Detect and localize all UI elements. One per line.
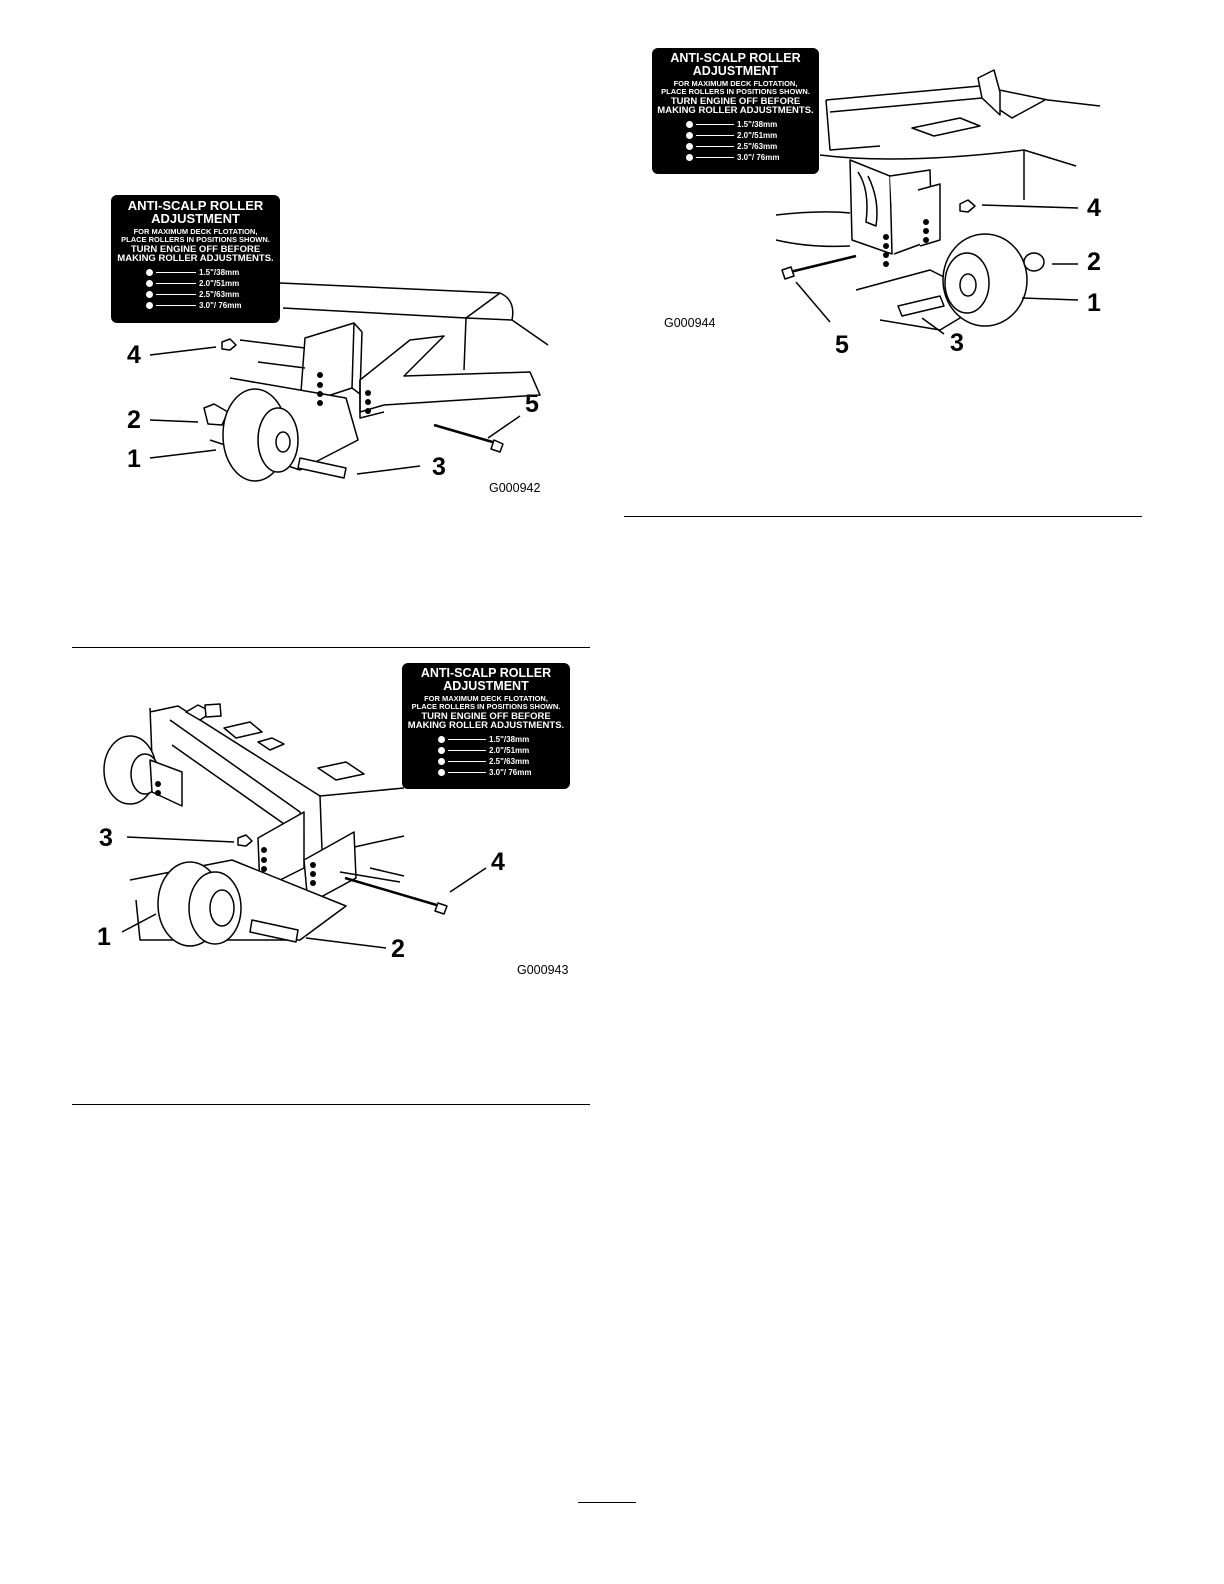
decal-position-list <box>438 734 570 778</box>
leader-line-4 <box>450 868 486 892</box>
callout-4: 4 <box>1087 194 1101 222</box>
bracket-plate <box>918 184 940 246</box>
decal-title-2: ADJUSTMENT <box>151 211 240 226</box>
decal-position-row <box>438 745 570 756</box>
decal-position-label: 1.5"/38mm <box>489 734 530 744</box>
callout-5: 5 <box>525 390 539 418</box>
callout-3: 3 <box>950 329 964 357</box>
leader-line-2 <box>306 938 386 948</box>
decal-title-2: ADJUSTMENT <box>692 63 779 78</box>
deck-panel <box>224 722 262 738</box>
callout-2: 2 <box>391 935 405 963</box>
callout-1: 1 <box>97 923 111 951</box>
callout-4: 4 <box>491 848 505 876</box>
decal-note-2: PLACE ROLLERS IN POSITIONS SHOWN. <box>121 234 270 244</box>
decal-note-1: FOR MAXIMUM DECK FLOTATION, <box>673 79 798 88</box>
decal-position-row <box>438 734 570 745</box>
nut-part <box>960 200 975 212</box>
bolt-head <box>435 903 447 914</box>
figure-g000944-drawing <box>0 0 1224 400</box>
decal-title-1: ANTI-SCALP ROLLER <box>127 198 264 213</box>
decal-warning-1: TURN ENGINE OFF BEFORE <box>670 95 801 107</box>
decal-title-2: ADJUSTMENT <box>443 678 529 693</box>
decal-title-1: ANTI-SCALP ROLLER <box>670 51 801 65</box>
leader-line-3 <box>127 837 234 842</box>
decal-warning-1: TURN ENGINE OFF BEFORE <box>130 243 261 255</box>
decal-position-label: 3.0"/ 76mm <box>489 767 532 777</box>
decal-position-row <box>686 119 819 130</box>
figure-code: G000942 <box>489 481 541 495</box>
roller-hub <box>960 274 976 296</box>
figure-code: G000944 <box>664 316 716 330</box>
decal-note-1: FOR MAXIMUM DECK FLOTATION, <box>133 227 258 236</box>
bolt-shaft <box>345 878 440 906</box>
deck-knob <box>258 738 284 750</box>
callout-3: 3 <box>99 824 113 852</box>
decal-position-row <box>686 141 819 152</box>
decal-position-label: 2.0"/51mm <box>199 278 240 288</box>
decal-warning-2: MAKING ROLLER ADJUSTMENTS. <box>657 105 814 117</box>
decal-warning-1: TURN ENGINE OFF BEFORE <box>421 710 551 722</box>
leader-line-4 <box>982 205 1078 208</box>
decal-position-list <box>686 119 819 163</box>
deck-hinge <box>978 70 1000 115</box>
callout-2: 2 <box>127 406 141 434</box>
decal-position-label: 1.5"/38mm <box>737 119 778 129</box>
decal-position-row <box>438 756 570 767</box>
decal-position-label: 3.0"/ 76mm <box>737 152 780 162</box>
decal-position-label: 2.0"/51mm <box>489 745 530 755</box>
decal-position-row <box>686 130 819 141</box>
decal-warning-2: MAKING ROLLER ADJUSTMENTS. <box>407 720 565 732</box>
bolt-shaft <box>790 256 856 272</box>
spacer-part <box>1024 253 1044 271</box>
decal-position-label: 2.5"/63mm <box>199 289 240 299</box>
decal-position-label: 1.5"/38mm <box>199 267 240 277</box>
callout-4: 4 <box>127 341 141 369</box>
decal-note-2: PLACE ROLLERS IN POSITIONS SHOWN. <box>661 86 810 96</box>
decal-position-row <box>686 152 819 163</box>
decal-position-row <box>438 767 570 778</box>
page-number-rule <box>578 1502 636 1503</box>
decal-position-label: 3.0"/ 76mm <box>199 300 242 310</box>
deck-decal-plate <box>318 762 364 780</box>
figure-code: G000943 <box>517 963 569 977</box>
bolt-head <box>782 267 794 279</box>
anti-scalp-decal-fig2 <box>402 663 570 789</box>
deck-knob <box>205 704 221 717</box>
nut-part <box>238 835 252 846</box>
deck-rail-top <box>826 86 1100 106</box>
section-divider <box>72 1104 590 1105</box>
figure-g000944 <box>0 0 1224 400</box>
callout-1: 1 <box>1087 289 1101 317</box>
decal-position-label: 2.0"/51mm <box>737 130 778 140</box>
section-divider <box>624 516 1142 517</box>
decal-note-1: FOR MAXIMUM DECK FLOTATION, <box>424 694 548 703</box>
deck-rail-lower <box>830 98 1045 118</box>
decal-note-2: PLACE ROLLERS IN POSITIONS SHOWN. <box>411 701 561 711</box>
deck-panel <box>912 118 980 136</box>
rear-bracket <box>150 760 182 806</box>
deck-edge-curve <box>776 212 850 247</box>
decal-warning-2: MAKING ROLLER ADJUSTMENTS. <box>117 253 274 265</box>
callout-5: 5 <box>835 331 849 359</box>
roller-hub <box>210 890 234 926</box>
leader-line-5 <box>796 282 830 322</box>
deck-front-edge <box>320 796 404 850</box>
decal-title-1: ANTI-SCALP ROLLER <box>420 666 552 680</box>
callout-3: 3 <box>432 453 446 481</box>
decal-position-label: 2.5"/63mm <box>489 756 530 766</box>
anti-scalp-decal-fig3 <box>652 48 819 174</box>
callout-1: 1 <box>127 445 141 473</box>
callout-2: 2 <box>1087 248 1101 276</box>
leader-line-1 <box>1022 298 1078 300</box>
decal-position-label: 2.5"/63mm <box>737 141 778 151</box>
